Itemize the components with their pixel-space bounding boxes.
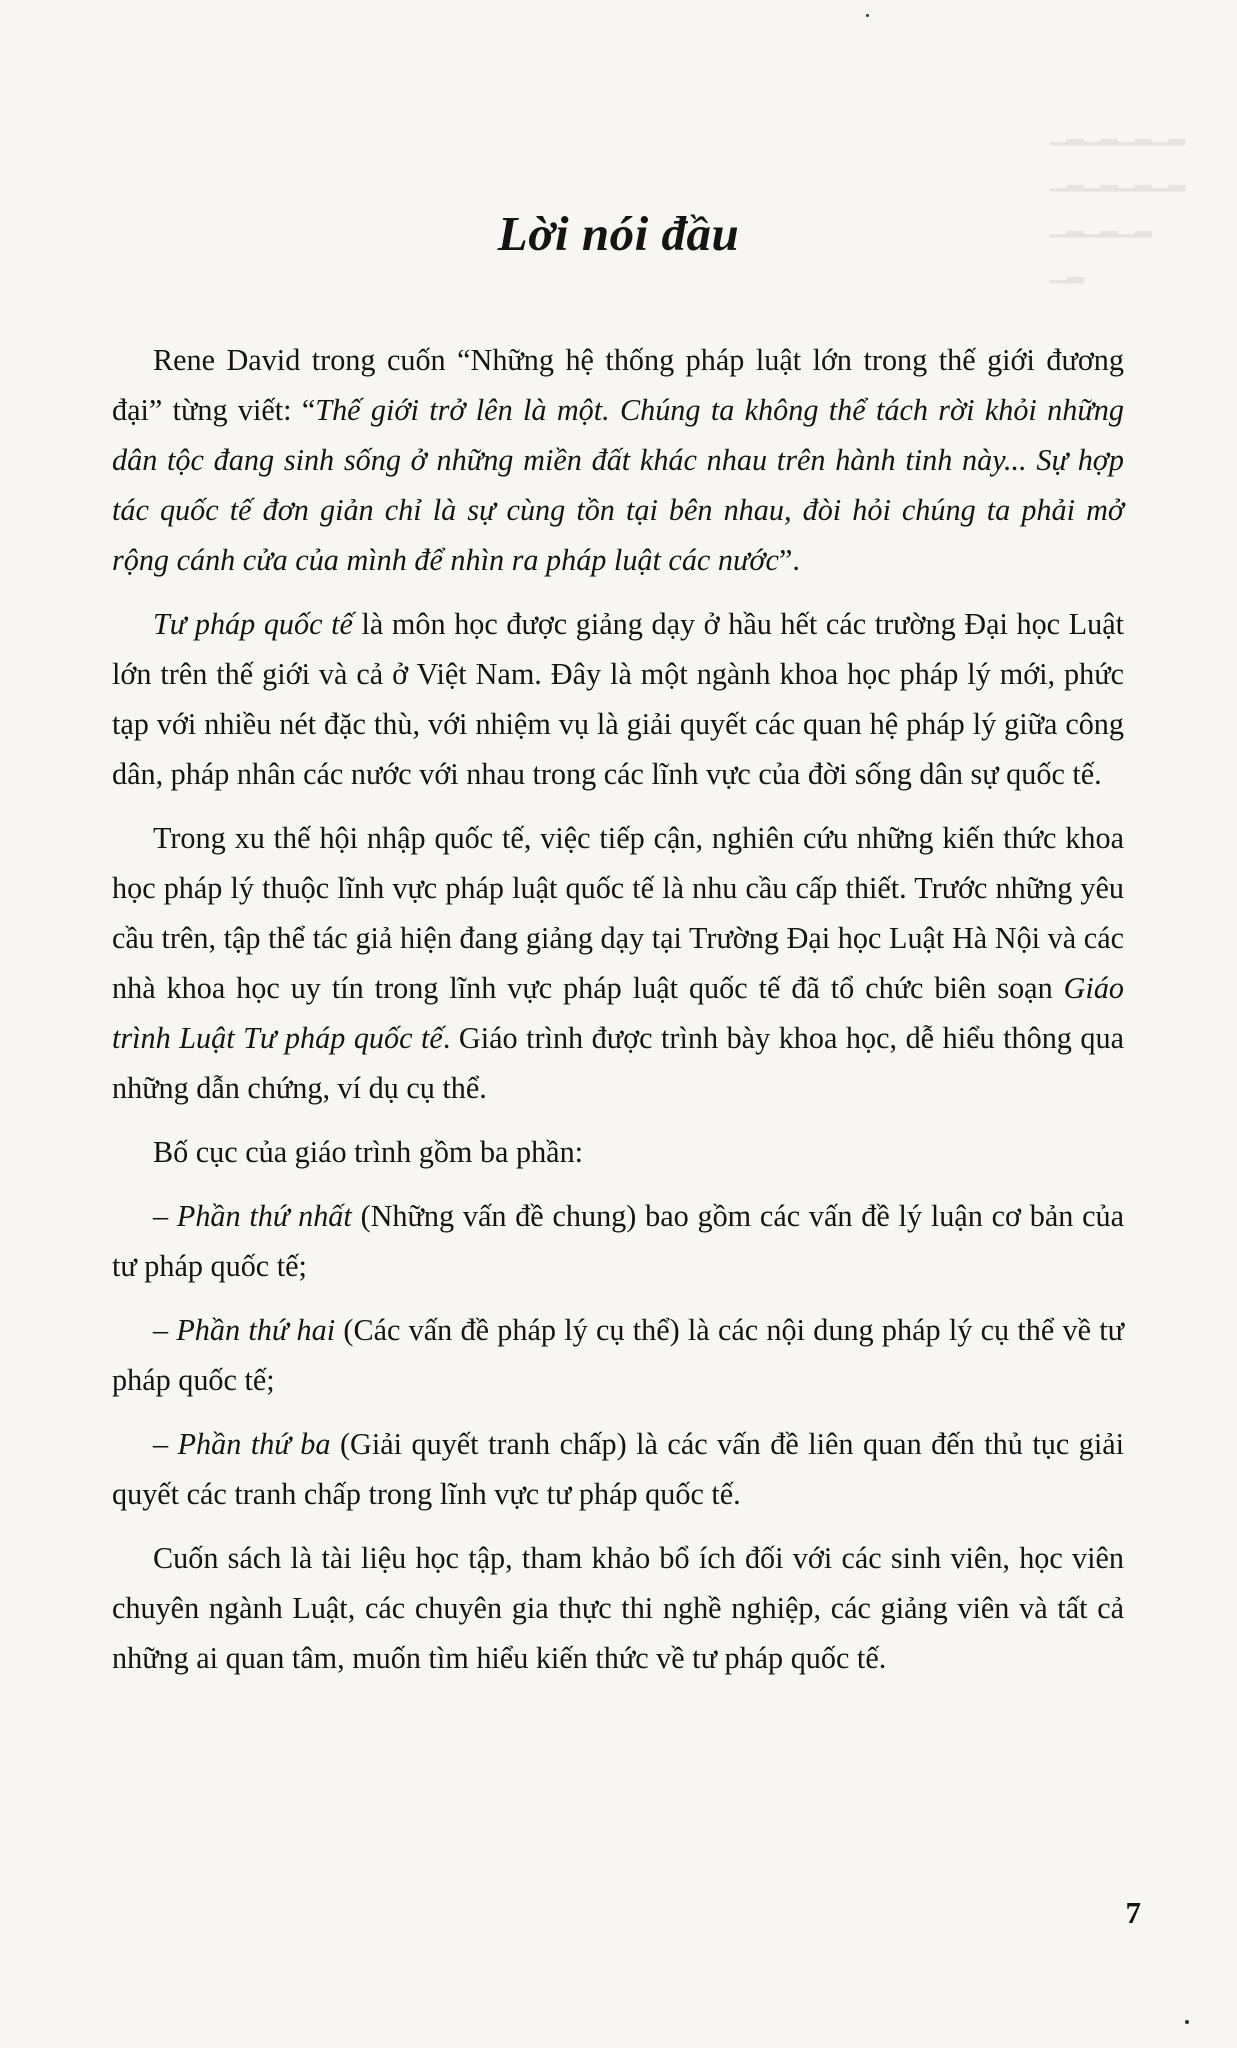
- intro-quote-end: ”.: [778, 543, 800, 577]
- book-title: Giáo trình Luật Tư pháp quốc tế: [112, 971, 1124, 1055]
- part-two-text: (Các vấn đề pháp lý cụ thể) là các nội dung pháp lý cụ thể về tư pháp quốc tế;: [112, 1313, 1124, 1397]
- paragraph-structure: Bố cục của giáo trình gồm ba phần:: [153, 1135, 584, 1169]
- page-number: 7: [1125, 1895, 1141, 1930]
- intro-quote: Thế giới trở lên là một. Chúng ta không thể tách rời khỏi những dân tộc đang sinh sống ở những miền đất khác nhau trên hành tinh này... Sự hợp tác quốc tế đơn giản chỉ là sự cùng tồn tại bên nhau, đòi hỏi chúng ta phải mở rộng cánh cửa của mình để nhìn ra pháp luật các nước: [112, 393, 1124, 577]
- list-item-part-two: [112, 1305, 1124, 1405]
- context-text: Trong xu thế hội nhập quốc tế, việc tiếp cận, nghiên cứu những kiến thức khoa học pháp lý thuộc lĩnh vực pháp luật quốc tế là nhu cầu cấp thiết. Trước những yêu cầu trên, tập thể tác giả hiện đang giảng dạy tại Trường Đại học Luật Hà Nội và các nhà khoa học uy tín trong lĩnh vực pháp luật quốc tế đã tổ chức biên soạn: [112, 821, 1124, 1005]
- part-three-text: (Giải quyết tranh chấp) là các vấn đề liên quan đến thủ tục giải quyết các tranh chấp trong lĩnh vực tư pháp quốc tế.: [112, 1427, 1124, 1511]
- part-three-label: – Phần thứ ba: [153, 1427, 331, 1461]
- paragraph-audience: Cuốn sách là tài liệu học tập, tham khảo bổ ích đối với các sinh viên, học viên chuyên ngành Luật, các chuyên gia thực thi nghề nghiệp, các giảng viên và tất cả những ai quan tâm, muốn tìm hiểu kiến thức về tư pháp quốc tế.: [112, 1541, 1124, 1675]
- part-two-label: – Phần thứ hai: [153, 1313, 336, 1347]
- part-one-label: – Phần thứ nhất: [153, 1199, 352, 1233]
- part-one-text: (Những vấn đề chung) bao gồm các vấn đề lý luận cơ bản của tư pháp quốc tế;: [112, 1199, 1124, 1283]
- list-item-part-one: [112, 1191, 1124, 1291]
- page-title: Lời nói đầu: [497, 206, 740, 261]
- paragraph-subject: [112, 599, 1124, 799]
- bleed-through-text: ▁▂▁▂▁▂▁▂ ▁▂▁▂▁▂▁▂ ▁▂▁▂▁▂ ▁▂: [1050, 120, 1186, 283]
- context-text-end: . Giáo trình được trình bày khoa học, dễ hiểu thông qua những dẫn chứng, ví dụ cụ thể.: [112, 1021, 1124, 1105]
- list-item-part-three: [112, 1419, 1124, 1519]
- intro-text: Rene David trong cuốn “Những hệ thống pháp luật lớn trong thế giới đương đại” từng viết: “: [112, 343, 1124, 427]
- scan-speck: [1185, 2020, 1189, 2024]
- subject-text: là môn học được giảng dạy ở hầu hết các trường Đại học Luật lớn trên thế giới và cả ở Việt Nam. Đây là một ngành khoa học pháp lý mới, phức tạp với nhiều nét đặc thù, với nhiệm vụ là giải quyết các quan hệ pháp lý giữa công dân, pháp nhân các nước với nhau trong các lĩnh vực của đời sống dân sự quốc tế.: [112, 607, 1124, 791]
- subject-term: Tư pháp quốc tế: [153, 607, 353, 641]
- paragraph-context: [112, 813, 1124, 1113]
- paragraph-intro: [112, 335, 1124, 585]
- scan-speck: [866, 14, 869, 17]
- preface-body: [112, 335, 1124, 1683]
